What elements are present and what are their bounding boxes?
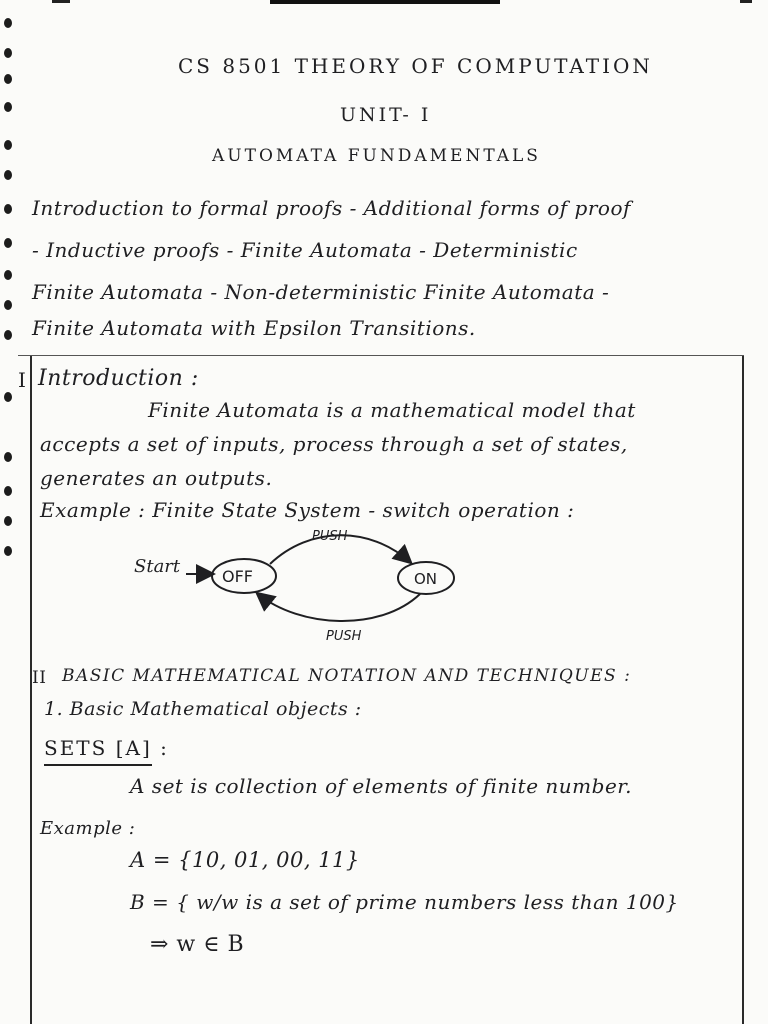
binding-hole [4,238,12,248]
start-label: Start [134,556,181,577]
implication: ⇒ w ∈ B [150,932,245,957]
binding-hole [4,330,12,340]
example-label: Example : [40,818,136,839]
syllabus-line: Finite Automata with Epsilon Transitions. [32,316,476,340]
page-top-mark [740,0,752,3]
section-divider [18,355,744,356]
left-margin-line [30,356,32,1024]
paragraph-line: Finite Automata is a mathematical model that [148,398,636,422]
binding-hole [4,452,12,462]
binding-hole [4,516,12,526]
sets-title-underline [44,764,152,766]
syllabus-line: - Inductive proofs - Finite Automata - Deterministic [32,238,578,262]
example-line: Example : Finite State System - switch operation : [40,498,575,522]
subsection-heading: 1. Basic Mathematical objects : [44,698,362,720]
switch-fsm-diagram [120,520,480,650]
page-top-mark [52,0,70,3]
section-numeral: II [32,668,47,688]
state-on-label: ON [414,570,438,588]
section-heading: Introduction : [38,366,199,391]
right-margin-line [742,356,744,1024]
edge-label-top: PUSH [312,529,348,544]
binding-hole [4,300,12,310]
binding-hole [4,170,12,180]
binding-hole [4,392,12,402]
binding-hole [4,486,12,496]
edge-label-bottom: PUSH [326,629,362,644]
equation-a: A = {10, 01, 00, 11} [130,848,360,872]
course-title: CS 8501 THEORY OF COMPUTATION [178,54,653,78]
topic-title: AUTOMATA FUNDAMENTALS [212,146,541,166]
binding-hole [4,546,12,556]
paragraph-line: accepts a set of inputs, process through a set of states, [40,432,628,456]
binding-hole [4,48,12,58]
section-numeral: I [18,368,27,392]
binding-hole [4,270,12,280]
binding-hole [4,102,12,112]
binding-hole [4,204,12,214]
paragraph-line: generates an outputs. [40,466,273,490]
equation-b: B = { w/w is a set of prime numbers less than 100} [130,890,679,914]
binding-hole [4,74,12,84]
syllabus-line: Introduction to formal proofs - Additional forms of proof [32,196,631,220]
edge-push-bottom [258,594,420,621]
state-off-label: OFF [222,567,253,586]
binding-hole [4,140,12,150]
definition-line: A set is collection of elements of finite number. [130,774,632,798]
section-heading: BASIC MATHEMATICAL NOTATION AND TECHNIQUES : [62,666,632,686]
binding-hole [4,18,12,28]
syllabus-line: Finite Automata - Non-deterministic Finite Automata - [32,280,610,304]
sets-title: SETS [A] : [44,736,169,760]
page-top-edge [270,0,500,4]
unit-title: UNIT- I [340,104,432,126]
